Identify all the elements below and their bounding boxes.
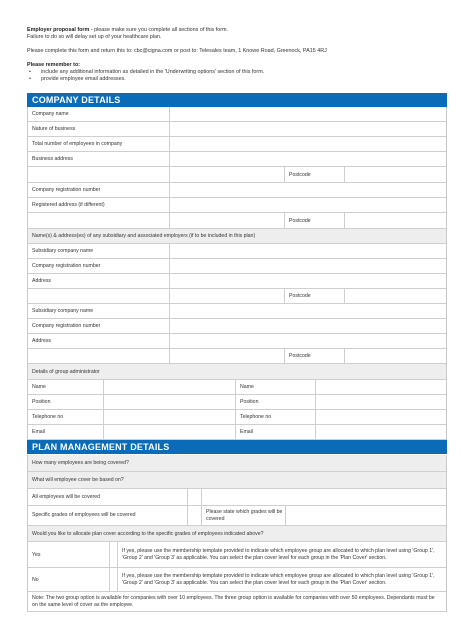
admin-telephone-label: Telephone no: [28, 410, 104, 424]
registered-address-field-2[interactable]: [170, 213, 285, 228]
remember-bullet: • include any additional information as detailed in the 'Underwriting options' section of this form.: [27, 69, 447, 76]
subsidiary-registration-field-2[interactable]: [170, 319, 446, 333]
registered-postcode-field[interactable]: [345, 213, 446, 228]
company-details-heading: COMPANY DETAILS: [27, 93, 447, 107]
business-address-field[interactable]: [170, 152, 446, 166]
admin-telephone-field[interactable]: [104, 410, 236, 424]
postcode-label: Postcode: [285, 213, 345, 228]
all-employees-checkbox[interactable]: [188, 489, 202, 505]
no-option-text: If yes, please use the membership template provided to indicate which employee group are allocated to which plan level using 'Group 1', 'Group 2' and 'Group 3' as applicable. You can select the plan cover level for each group in the 'Plan Cover' section.: [122, 573, 435, 586]
company-details-form: [27, 107, 447, 440]
intro-line-1: Employer proposal form - please make sure you complete all sections of this form.: [27, 27, 229, 33]
intro-text: [27, 27, 447, 83]
subsidiary-postcode-field-2[interactable]: [345, 349, 446, 363]
registration-number-field[interactable]: [170, 183, 446, 197]
subsidiary-address-label: Address: [28, 274, 170, 288]
company-name-field[interactable]: [170, 107, 446, 121]
cover-basis-question: What will employee cover be based on?: [32, 477, 124, 483]
subsidiary-registration-label: Company registration number: [28, 259, 170, 273]
yes-option-label: Yes: [28, 542, 110, 567]
subsidiary-name-field-2[interactable]: [170, 304, 446, 318]
all-employees-option: All employees will be covered: [28, 489, 188, 505]
business-postcode-field[interactable]: [345, 167, 446, 182]
subsidiary-registration-field[interactable]: [170, 259, 446, 273]
admin-name-field[interactable]: [104, 380, 236, 394]
admin-email-label-2: Email: [236, 425, 316, 439]
plan-management-form: [27, 455, 447, 612]
remember-list: [27, 69, 447, 83]
nature-of-business-field[interactable]: [170, 122, 446, 136]
how-many-employees-question: How many employees are being covered?: [32, 460, 129, 466]
admin-telephone-field-2[interactable]: [316, 410, 446, 424]
intro-line-2: Failure to do so will delay set up of your healthcare plan.: [27, 34, 162, 40]
postcode-label: Postcode: [285, 167, 345, 182]
postcode-label: Postcode: [285, 349, 345, 363]
specific-grades-checkbox[interactable]: [188, 506, 202, 525]
registration-number-label: Company registration number: [28, 183, 170, 197]
total-employees-field[interactable]: [170, 137, 446, 151]
no-option-label: No: [28, 568, 110, 591]
subsidiary-address-field[interactable]: [170, 274, 446, 288]
return-instructions: Please complete this form and return this to: cbc@cigna.com or post to: Telesales team, 1 Knowe Road, Greenock, PA15 4RJ: [27, 48, 327, 54]
allocate-cover-question: Would you like to allocate plan cover according to the specific grades of employees indicated above?: [32, 530, 264, 537]
subsidiary-address-field-2[interactable]: [170, 289, 285, 303]
admin-email-field[interactable]: [104, 425, 236, 439]
subsidiary-registration-label-2: Company registration number: [28, 319, 170, 333]
specific-grades-option: Specific grades of employees will be covered: [28, 506, 188, 525]
admin-position-label: Position: [28, 395, 104, 409]
administrator-header: Details of group administrator: [32, 368, 100, 375]
remember-title: Please remember to:: [27, 62, 81, 68]
admin-name-field-2[interactable]: [316, 380, 446, 394]
no-checkbox[interactable]: [110, 568, 118, 591]
admin-position-field[interactable]: [104, 395, 236, 409]
business-address-label: Business address: [28, 152, 170, 166]
remember-bullet: • provide employee email addresses.: [27, 76, 447, 83]
nature-of-business-label: Nature of business: [28, 122, 170, 136]
registered-address-label: Registered address (if different): [28, 198, 170, 212]
subsidiary-address-label-2: Address: [28, 334, 170, 348]
subsidiary-header: Name(s) & address(es) of any subsidiary and associated employers (if to be included in this plan): [32, 233, 256, 239]
admin-email-field-2[interactable]: [316, 425, 446, 439]
yes-checkbox[interactable]: [110, 542, 118, 567]
state-grades-label: Please state which grades will be covered: [202, 506, 286, 525]
admin-name-label: Name: [28, 380, 104, 394]
subsidiary-name-label-2: Subsidiary company name: [28, 304, 170, 318]
admin-telephone-label-2: Telephone no: [236, 410, 316, 424]
admin-position-field-2[interactable]: [316, 395, 446, 409]
admin-email-label: Email: [28, 425, 104, 439]
admin-name-label-2: Name: [236, 380, 316, 394]
group-option-note: Note: The two group option is available for companies with over 10 employees. The three group option is available for companies with over 50 employees. Dependants must be on the same level of cover as the employee.: [32, 594, 435, 608]
form-title: Employer proposal form: [27, 27, 90, 33]
company-name-label: Company name: [28, 107, 170, 121]
admin-position-label-2: Position: [236, 395, 316, 409]
grades-field[interactable]: [286, 506, 446, 525]
yes-option-text: If yes, please use the membership template provided to indicate which employee group are allocated to which plan level using 'Group 1', 'Group 2' and 'Group 3' as applicable. You can select the plan cover level for each group in the 'Plan Cover' section.: [122, 548, 435, 561]
plan-management-heading: PLAN MANAGEMENT DETAILS: [27, 440, 447, 454]
business-address-field-2[interactable]: [170, 167, 285, 182]
subsidiary-name-label: Subsidiary company name: [28, 244, 170, 258]
subsidiary-name-field[interactable]: [170, 244, 446, 258]
subsidiary-address-field-3[interactable]: [170, 334, 446, 348]
subsidiary-address-field-4[interactable]: [170, 349, 285, 363]
subsidiary-postcode-field[interactable]: [345, 289, 446, 303]
registered-address-field[interactable]: [170, 198, 446, 212]
total-employees-label: Total number of employees in company: [28, 137, 170, 151]
postcode-label: Postcode: [285, 289, 345, 303]
